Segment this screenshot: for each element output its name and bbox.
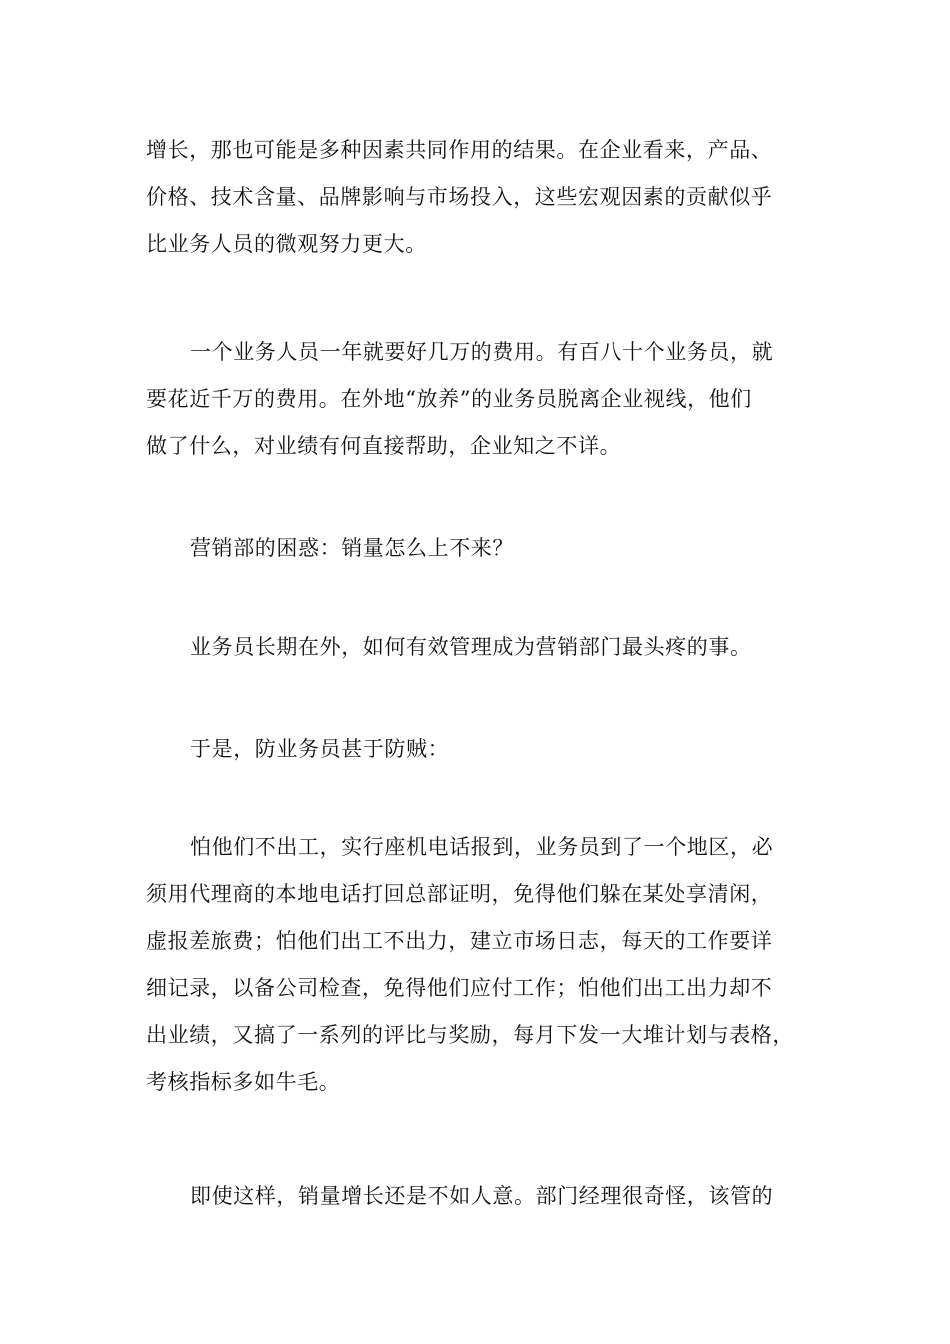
paragraph-salesperson-cost	[146, 329, 846, 470]
text-line: 做了什么，对业绩有何直接帮助，企业知之不详。	[146, 434, 622, 458]
text-line: 细记录，以备公司检查，免得他们应付工作；怕他们出工出力却不	[146, 976, 773, 1000]
text-line: 要花近千万的费用。在外地“放养”的业务员脱离企业视线，他们	[146, 387, 752, 411]
text-line: 考核指标多如牛毛。	[146, 1070, 341, 1094]
text-line: 即使这样，销量增长还是不如人意。部门经理很奇怪，该管的	[190, 1184, 774, 1208]
text-line: 增长，那也可能是多种因素共同作用的结果。在企业看来，产品、	[146, 138, 773, 162]
text-line: 价格、技术含量、品牌影响与市场投入，这些宏观因素的贡献似乎	[146, 185, 773, 209]
paragraph-guard-against	[146, 726, 846, 773]
text-line: 须用代理商的本地电话打回总部证明，免得他们躲在某处享清闲，	[146, 882, 773, 906]
text-line: 于是，防业务员甚于防贼：	[190, 737, 450, 761]
text-line: 虚报差旅费；怕他们出工不出力，建立市场日志，每天的工作要详	[146, 929, 773, 953]
text-line: 比业务人员的微观努力更大。	[146, 232, 427, 256]
text-line: 出业绩，又搞了一系列的评比与奖励，每月下发一大堆计划与表格，	[146, 1023, 794, 1047]
paragraph-management-headache	[146, 624, 846, 671]
text-line: 一个业务人员一年就要好几万的费用。有百八十个业务员，就	[190, 340, 774, 364]
paragraph-growth-factors	[146, 127, 846, 268]
paragraph-marketing-confusion	[146, 525, 846, 572]
text-line: 营销部的困惑：销量怎么上不来？	[190, 536, 514, 560]
text-line: 怕他们不出工，实行座机电话报到，业务员到了一个地区，必	[190, 835, 774, 859]
paragraph-control-measures	[146, 824, 846, 1106]
paragraph-sales-still-low	[146, 1173, 846, 1220]
text-line: 业务员长期在外，如何有效管理成为营销部门最头疼的事。	[190, 635, 752, 659]
